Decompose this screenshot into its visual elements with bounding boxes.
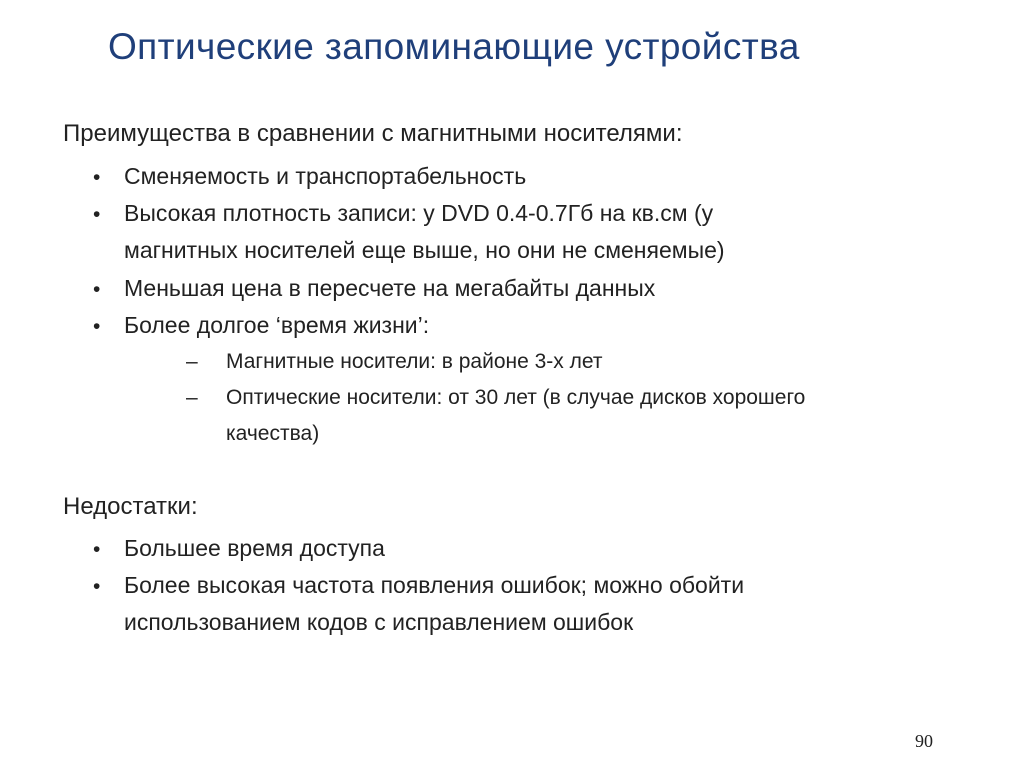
advantage-item-3-text: Меньшая цена в пересчете на мегабайты данных xyxy=(124,275,656,301)
page-number: 90 xyxy=(915,731,933,751)
lifetime-subitem-2 xyxy=(226,380,805,452)
advantage-item-2 xyxy=(124,195,725,269)
bullet-marker: • xyxy=(93,575,101,598)
advantage-item-1 xyxy=(124,158,526,195)
lifetime-subitem-1 xyxy=(226,344,602,380)
bullet-marker: • xyxy=(93,278,101,301)
disadvantage-item-1 xyxy=(124,530,385,567)
dash-marker: – xyxy=(186,386,198,409)
disadvantage-item-2-line2: использованием кодов с исправлением ошибок xyxy=(124,609,634,635)
advantage-item-3 xyxy=(124,270,655,307)
lifetime-subitem-2-line2: качества) xyxy=(226,422,320,445)
bullet-marker: • xyxy=(93,538,101,561)
advantage-item-4-text: Более долгое ‘время жизни’: xyxy=(124,312,430,338)
advantage-item-2-line2: магнитных носителей еще выше, но они не сменяемые) xyxy=(124,237,725,263)
advantages-heading: Преимущества в сравнении с магнитными носителями: xyxy=(63,120,683,147)
disadvantage-item-2-line1: Более высокая частота появления ошибок; можно обойти xyxy=(124,572,745,598)
lifetime-subitem-1-text: Магнитные носители: в районе 3-х лет xyxy=(226,350,603,373)
disadvantage-item-2 xyxy=(124,567,744,641)
disadvantage-item-1-text: Большее время доступа xyxy=(124,535,385,561)
bullet-marker: • xyxy=(93,166,101,189)
lifetime-subitem-2-line1: Оптические носители: от 30 лет (в случае дисков хорошего xyxy=(226,386,806,409)
dash-marker: – xyxy=(186,350,198,373)
slide-title: Оптические запоминающие устройства xyxy=(108,26,800,67)
bullet-marker: • xyxy=(93,203,101,226)
bullet-marker: • xyxy=(93,315,101,338)
advantage-item-4 xyxy=(124,307,429,344)
disadvantages-heading: Недостатки: xyxy=(63,493,198,520)
advantage-item-2-line1: Высокая плотность записи: у DVD 0.4-0.7Гб на кв.см (у xyxy=(124,200,714,226)
advantage-item-1-text: Сменяемость и транспортабельность xyxy=(124,163,527,189)
